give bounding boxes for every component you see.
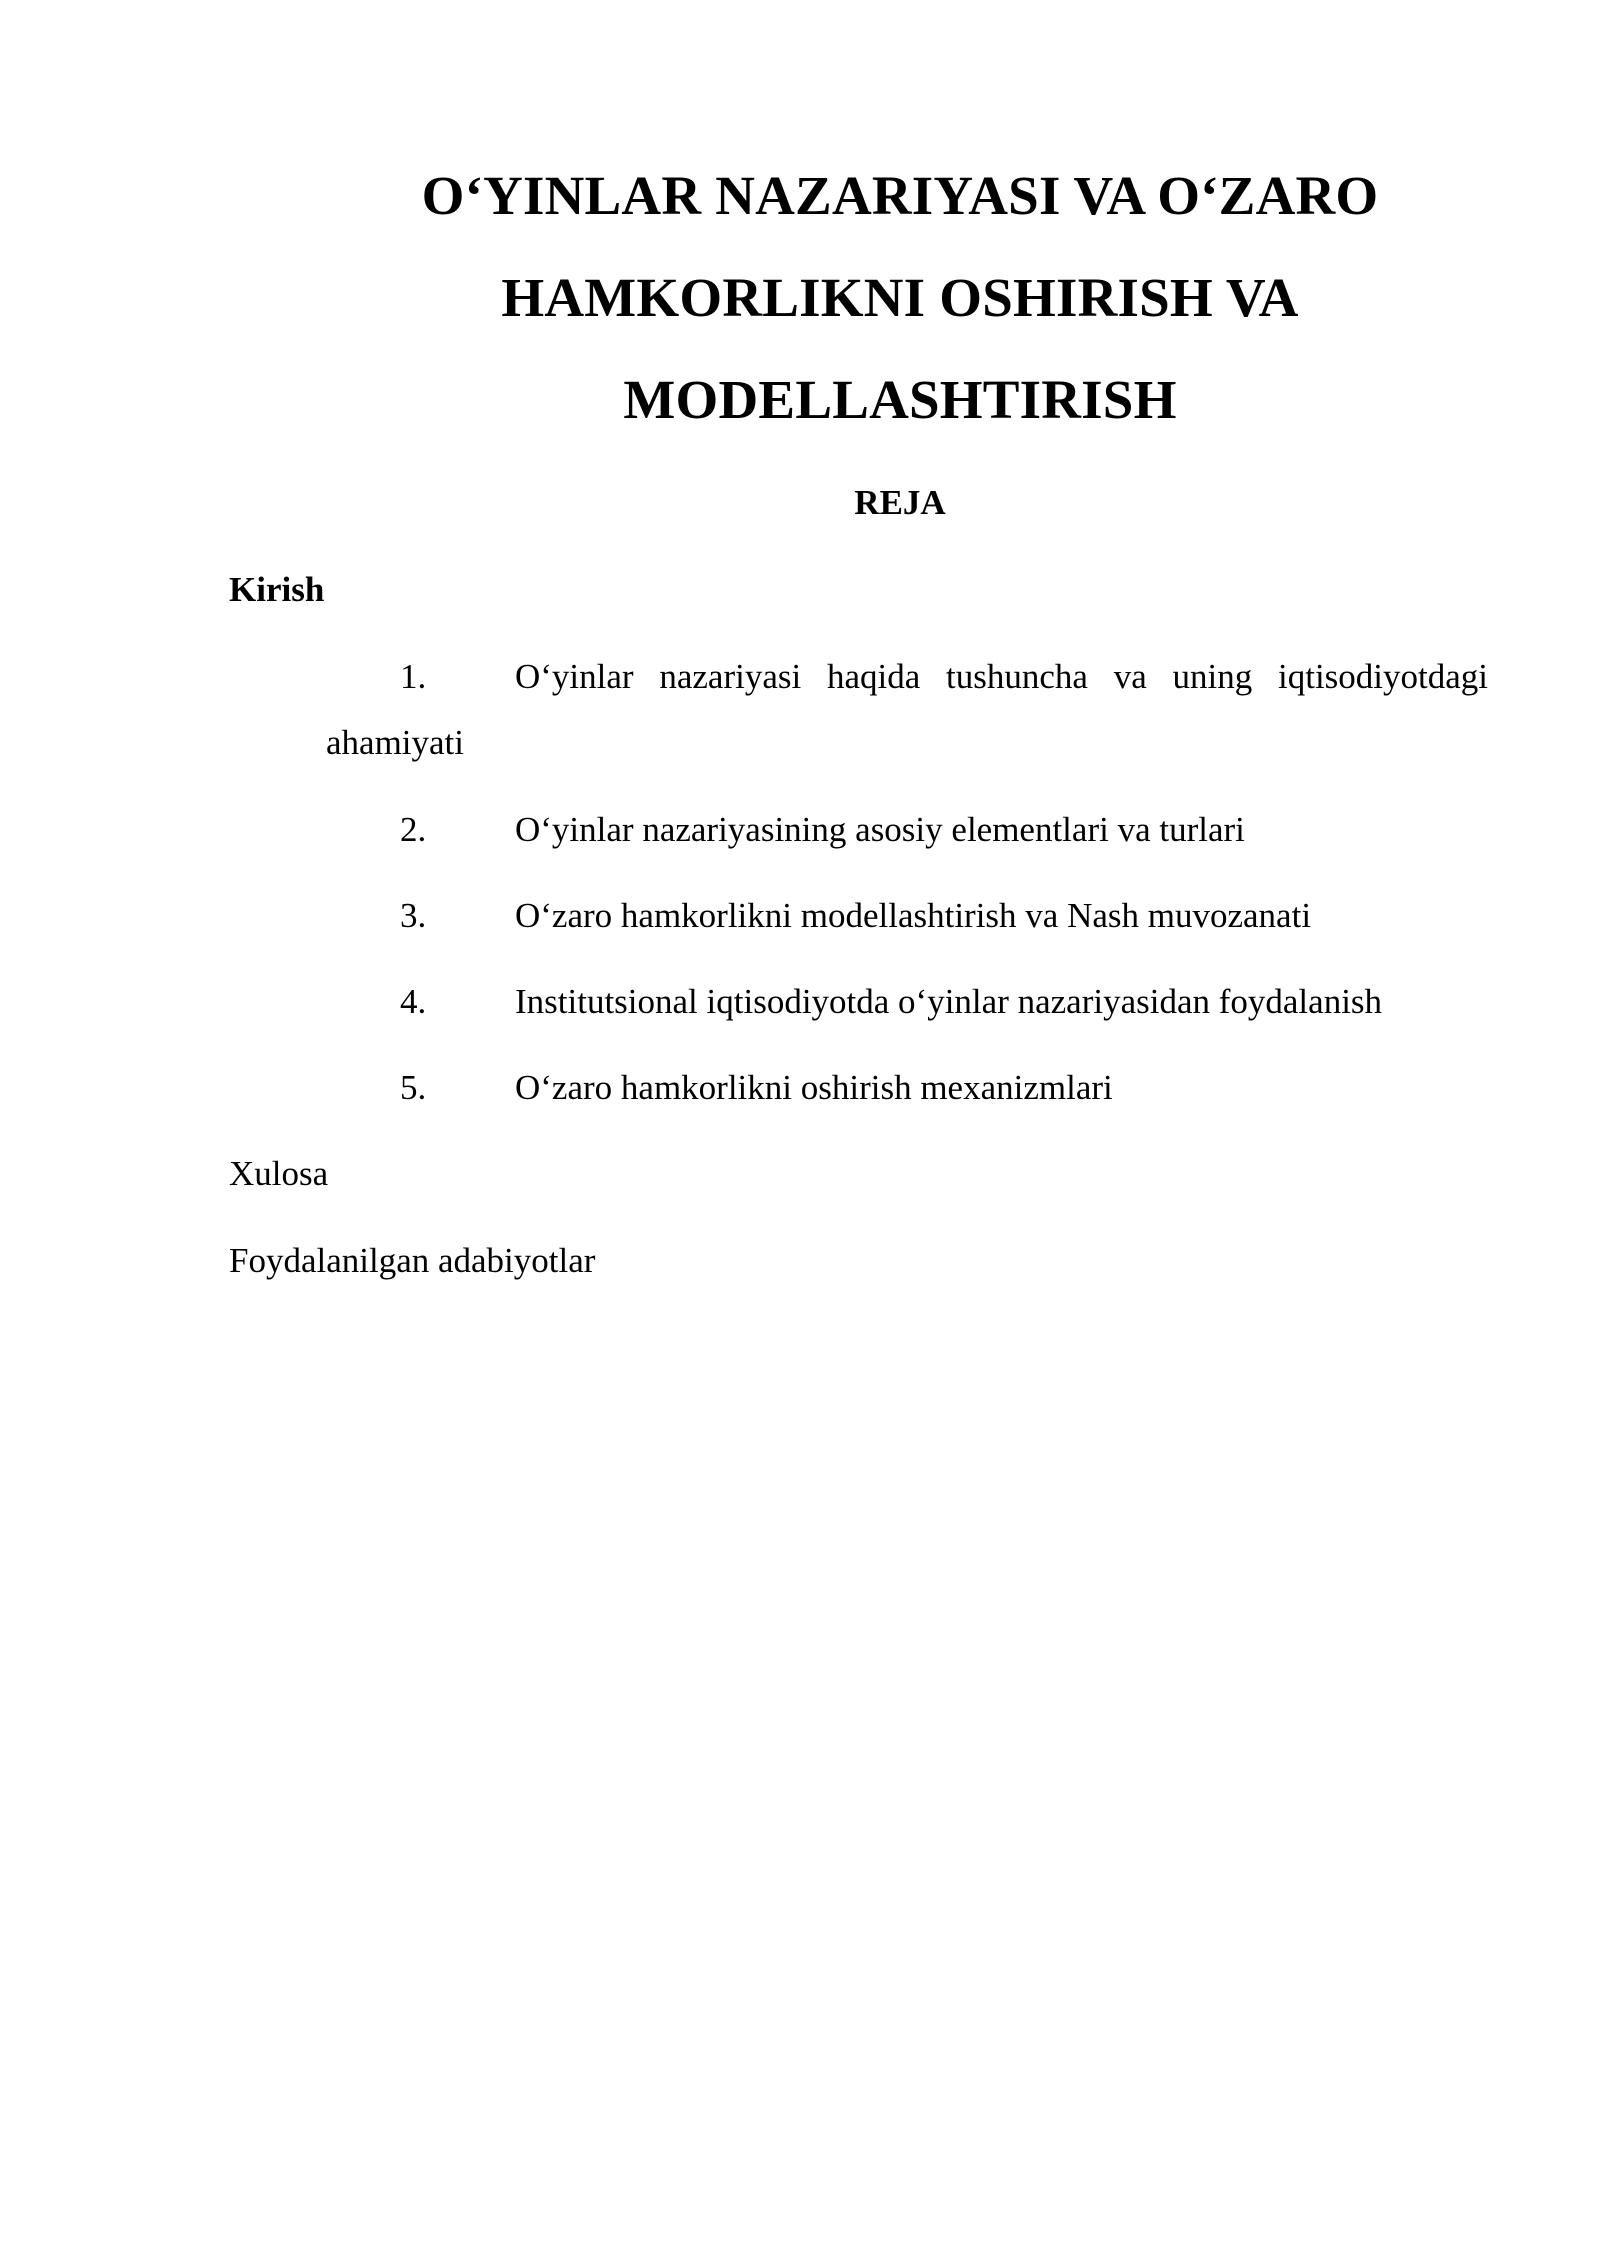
conclusion-heading: Xulosa bbox=[229, 1154, 329, 1193]
plan-item-text: Institutsional iqtisodiyotda o‘yinlar nazariyasidan foydalanish bbox=[515, 982, 1383, 1021]
plan-item-text: O‘yinlar nazariyasi haqida tushuncha va uning iqtisodiyotdagi bbox=[515, 657, 1488, 696]
plan-item-text: O‘yinlar nazariyasining asosiy elementlari va turlari bbox=[515, 810, 1245, 849]
plan-heading: REJA bbox=[854, 483, 946, 522]
intro-heading: Kirish bbox=[229, 570, 325, 609]
document-title bbox=[330, 145, 1470, 451]
plan-item-text: O‘zaro hamkorlikni oshirish mexanizmlari bbox=[515, 1068, 1113, 1107]
plan-item-number: 2. bbox=[400, 810, 427, 849]
plan-item-number: 4. bbox=[400, 982, 427, 1021]
plan-item-number: 3. bbox=[400, 896, 427, 935]
references-heading: Foydalanilgan adabiyotlar bbox=[229, 1241, 596, 1280]
plan-item-text: O‘zaro hamkorlikni modellashtirish va Nash muvozanati bbox=[515, 896, 1312, 935]
plan-item-number: 5. bbox=[400, 1068, 427, 1107]
plan-item-number: 1. bbox=[400, 657, 427, 696]
title-line-1: O‘YINLAR NAZARIYASI VA O‘ZARO bbox=[421, 165, 1379, 226]
title-line-2: HAMKORLIKNI OSHIRISH VA bbox=[501, 267, 1299, 328]
title-line-3: MODELLASHTIRISH bbox=[623, 369, 1177, 430]
plan-item-continuation: ahamiyati bbox=[326, 723, 465, 762]
